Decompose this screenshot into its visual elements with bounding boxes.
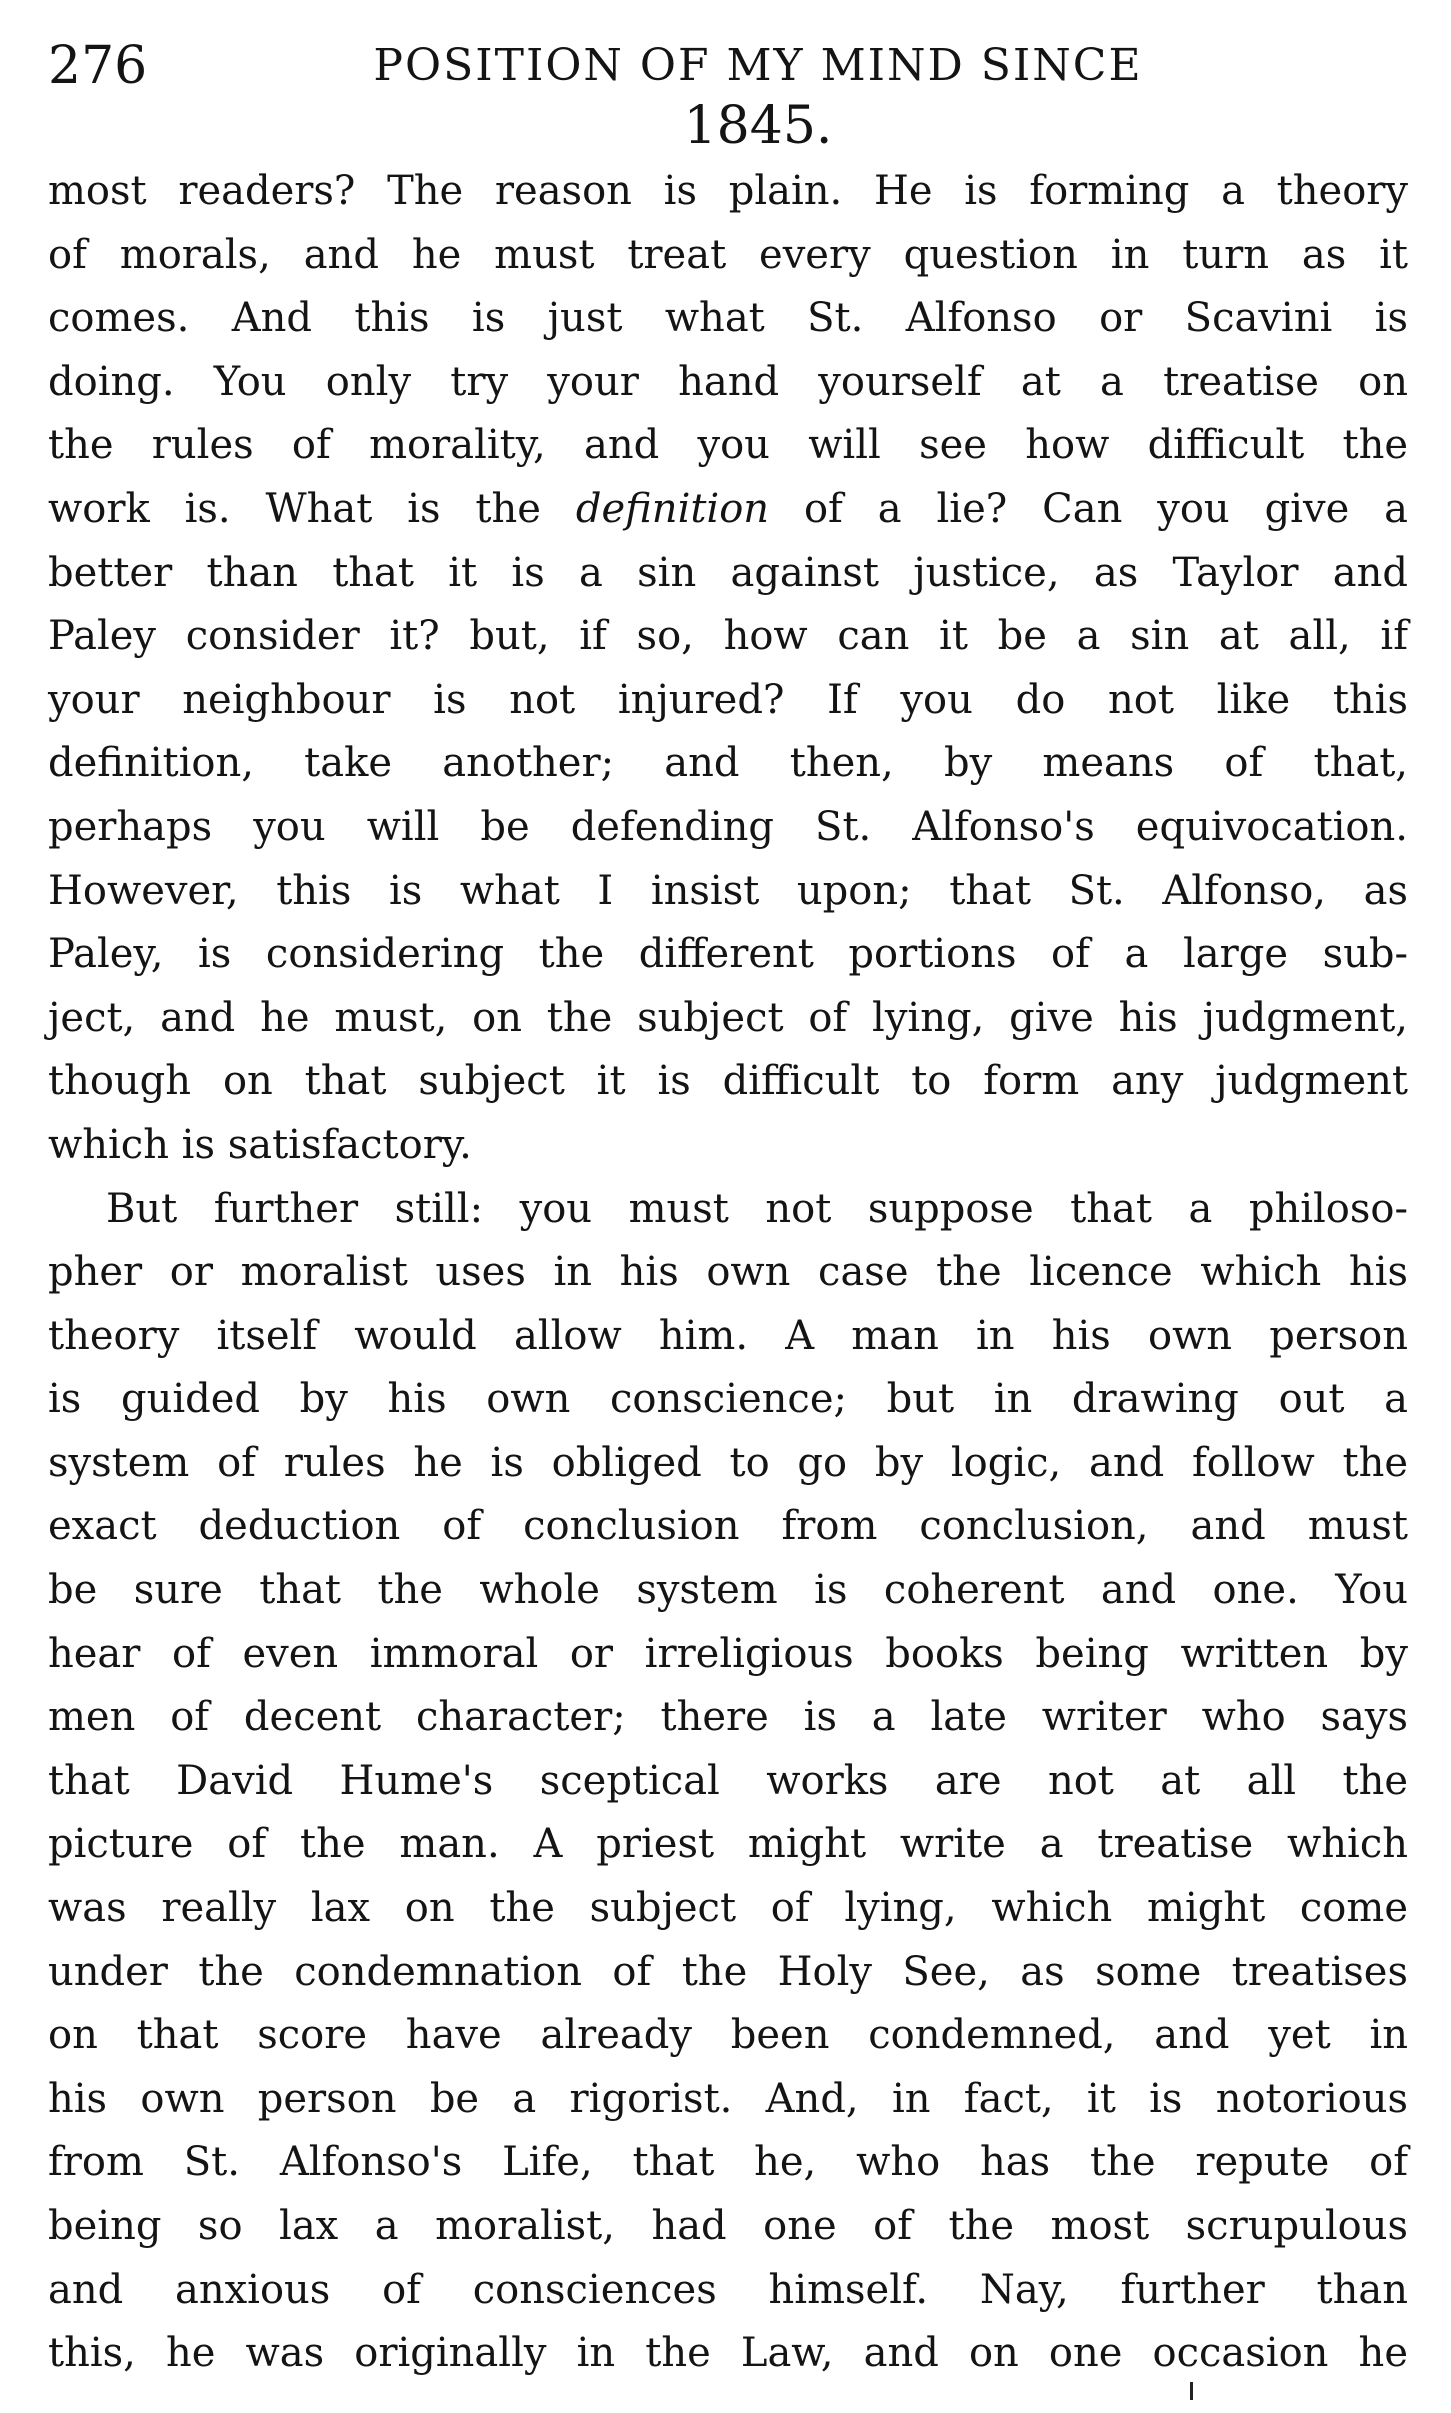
text-line: was really lax on the subject of lying, which might come (48, 1885, 1408, 1932)
text-line: being so lax a moralist, had one of the most scrupulous (48, 2203, 1408, 2249)
running-head (48, 30, 1408, 156)
running-title-text: POSITION OF MY MIND SINCE (373, 40, 1143, 91)
text-line: from St. Alfonso's Life, that he, who has the repute of (48, 2139, 1408, 2186)
text-line: is guided by his own conscience; but in drawing out a (48, 1376, 1408, 1423)
running-title (308, 36, 1208, 159)
text-line: hear of even immoral or irreligious books being written by (48, 1630, 1408, 1677)
text-line: definition, take another; and then, by means of that, (48, 740, 1408, 787)
text-line: most readers? The reason is plain. He is forming a theory (48, 168, 1408, 214)
text-line: Paley, is considering the different portions of a large sub- (48, 931, 1408, 978)
text-line: though on that subject it is difficult to form any judgment (48, 1058, 1408, 1105)
text-line: system of rules he is obliged to go by logic, and follow the (48, 1439, 1408, 1486)
text-line: the rules of morality, and you will see how difficult the (48, 422, 1408, 469)
text-line: that David Hume's sceptical works are not at all the (48, 1757, 1408, 1804)
text-line: pher or moralist uses in his own case the licence which his (48, 1249, 1408, 1296)
body-text (48, 160, 1408, 2386)
text-line: theory itself would allow him. A man in his own person (48, 1312, 1408, 1359)
text-run: of a lie? Can you give a (769, 485, 1408, 532)
text-line: comes. And this is just what St. Alfonso or Scavini is (48, 295, 1408, 342)
text-line: which is satisfactory. (48, 1121, 472, 1168)
printer-mark (1190, 2382, 1193, 2400)
text-line: ject, and he must, on the subject of lying, give his judgment, (48, 994, 1408, 1041)
text-line: But further still: you must not suppose that a philoso- (106, 1185, 1408, 1232)
text-line: be sure that the whole system is coherent and one. You (48, 1567, 1408, 1614)
running-title-year: 1845. (683, 96, 833, 156)
text-line: of morals, and he must treat every question in turn as it (48, 231, 1408, 278)
text-line: men of decent character; there is a late writer who says (48, 1694, 1408, 1741)
text-line: your neighbour is not injured? If you do not like this (48, 676, 1408, 723)
text-line (48, 478, 1408, 542)
page-number: 276 (48, 36, 148, 96)
text-run: work is. What is the (48, 485, 576, 532)
text-line: under the condemnation of the Holy See, as some treatises (48, 1948, 1408, 1995)
text-line: Paley consider it? but, if so, how can it be a sin at all, if (48, 613, 1408, 660)
text-line: his own person be a rigorist. And, in fact, it is notorious (48, 2075, 1408, 2122)
text-line: exact deduction of conclusion from conclusion, and must (48, 1503, 1408, 1550)
text-line: on that score have already been condemned, and yet in (48, 2012, 1408, 2059)
text-line: picture of the man. A priest might write a treatise which (48, 1821, 1408, 1868)
text-line: doing. You only try your hand yourself at a treatise on (48, 358, 1408, 405)
text-line: perhaps you will be defending St. Alfonso's equivocation. (48, 803, 1408, 850)
text-line: this, he was originally in the Law, and on one occasion he (48, 2330, 1408, 2377)
emphasis-word: definition (575, 485, 770, 532)
book-page (48, 30, 1408, 2386)
text-line: better than that it is a sin against justice, as Taylor and (48, 549, 1408, 596)
text-line: and anxious of consciences himself. Nay, further than (48, 2266, 1408, 2313)
text-line: However, this is what I insist upon; that St. Alfonso, as (48, 867, 1408, 914)
